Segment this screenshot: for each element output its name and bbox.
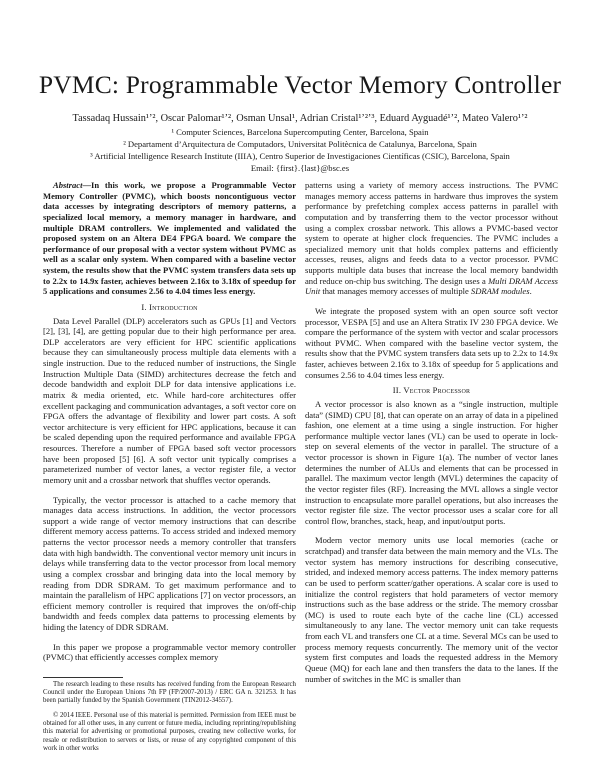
intro-continued-end: .: [529, 286, 532, 297]
intro-continued-text-2: that manages memory accesses of multiple: [320, 286, 471, 297]
sdram-modules-term: SDRAM modules: [470, 286, 530, 297]
affiliation-1: ¹ Computer Sciences, Barcelona Supercomputing Center, Barcelona, Spain: [171, 127, 429, 137]
intro-paragraph-3: In this paper we propose a programmable vector memory controller (PVMC) that efficiently accesses complex memory: [43, 641, 296, 663]
email-line: Email: {first}.{last}@bsc.es: [250, 163, 350, 173]
abstract-body: —In this work, we propose a Programmable Vector Memory Controller (PVMC), which boosts noncontiguous vector data accesses by integrating descriptors of memory patterns, a specialized local memory, a memory manager in hardware, and multiple DRAM controllers. We implemented and validated the proposed system on an Altera DE4 FPGA board. We compare the performance of our proposal with a vector system without PVMC as well as a scalar only system. When compared with a baseline vector system, the results show that the PVMC system transfers data sets up to 2.2x to 14.9x faster, achieves between 2.16x to 3.18x of speedup for 5 applications and consumes 2.56 to 4.04 times less energy.: [43, 180, 296, 297]
author-list: Tassadaq Hussain¹ʼ², Oscar Palomar¹ʼ², Osman Unsal¹, Adrian Cristal¹ʼ²ʼ³, Eduard Ayguadé¹ʼ², Mateo Valero¹ʼ²: [72, 113, 528, 124]
abstract: [43, 180, 296, 297]
section-heading-vector-processor: II. Vector Processor: [392, 385, 471, 396]
copyright-footnote: © 2014 IEEE. Personal use of this material is permitted. Permission from IEEE must be obtained for all other uses, in any current or future media, including reprinting/republishing this material for advertising or promotional purposes, creating new collective works, for resale or redistribution to servers or lists, or reuse of any copyrighted component of this work in other works: [43, 711, 296, 752]
vector-paragraph-2: Modern vector memory units use local memories (cache or scratchpad) and transfer data between the main memory and the VLs. The vector system has memory instructions for describing consecutive, strided, and indexed memory access patterns. The index memory patterns can be used to perform scatter/gather operations. A scalar core is used to initialize the control registers that hold parameters of vector memory instructions such as the base address or the stride. The memory crossbar (MC) is used to route each byte of the cache line (CL) accessed simultaneously to any lane. The vector memory unit can take requests from each VL and transfers one CL at a time. Several MCs can be used to process memory requests concurrently. The memory unit of the vector system first computes and loads the requested address in the Memory Queue (MQ) for each lane and then transfers the data to the lanes. If the number of switches in the MC is smaller than: [305, 535, 558, 684]
intro-continued-text: patterns using a variety of memory access instructions. The PVMC manages memory access patterns in hardware thus improves the system performance by prefetching complex access patterns in parallel with computation and by transferring them to the vector processor without using a complex crossbar network. This allows a PVMC-based vector system to operate at higher clock frequencies. The PVMC includes a specialized memory unit that holds complex patterns and efficiently accesses, reuses, aligns and feeds data to a vector processor. PVMC supports multiple data buses that increase the local memory bandwidth and reduce on-chip bus switching. The design uses a: [305, 180, 558, 286]
footnote-divider: [43, 677, 123, 678]
intro-paragraph-1: Data Level Parallel (DLP) accelerators such as GPUs [1] and Vectors [2], [3], [4], are getting popular due to their high performance per area. DLP accelerators are very efficient for HPC scientific applications because they can simultaneously process multiple data elements with a single instruction. Due to the reduced number of instructions, the Single Instruction Multiple Data (SIMD) architectures decrease the fetch and decode bandwidth and exploit DLP for data intensive applications i.e. matrix & media oriented, etc. While hard-core architectures offer excellent packaging and communication advantages, a soft vector core on FPGA offers the advantage of flexibility and lower part costs. A soft vector architecture is very efficient for HPC applications, because it can be scaled depending upon the required performance and available FPGA resources. Therefore a number of FPGA based soft vector processors have been proposed [5] [6]. A soft vector unit typically comprises a parameterized number of vector lanes, a vector register file, a vector memory unit and a crossbar network that shuffles vector operands.: [43, 315, 296, 485]
abstract-label: Abstract: [53, 180, 83, 190]
funding-footnote: The research leading to these results has received funding from the European Research Council under the European Unions 7th FP (FP/2007-2013) / ERC GA n. 321253. It has been partially funded by the Spanish Government (TIN2012-34557).: [43, 680, 296, 705]
intro-paragraph-2: Typically, the vector processor is attached to a cache memory that manages data access instructions. In addition, the vector processors support a wide range of vector memory instructions that can describe different memory access patterns. To access strided and indexed memory patterns the vector processor needs a memory controller that transfers data with high bandwidth. The conventional vector memory unit incurs in delays while transferring data to the vector processor from local memory using a complex crossbar and bringing data into the local memory by reading from DDR SDRAM. To get maximum performance and to maintain the parallelism of HPC applications [7] on vector processors, an efficient memory controller is required that improves the on/off-chip bandwidth and feeds complex data patterns to processing elements by hiding the latency of DDR SDRAM.: [43, 494, 296, 632]
affiliation-2: ² Departament d’Arquitectura de Computadors, Universitat Politècnica de Catalunya, Barcelona, Spain: [123, 139, 477, 149]
intro-paragraph-3-continued: [305, 180, 558, 297]
intro-paragraph-4: We integrate the proposed system with an open source soft vector processor, VESPA [5] and use an Altera Stratix IV 230 FPGA device. We compare the performance of the system with vector and scalar processors without PVMC. When compared with the baseline vector system, the results show that the PVMC system transfers data sets up to 2.2x to 14.9x faster, achieves between 2.16x to 3.18x of speedup for 5 applications and consumes 2.56 to 4.04 times less energy.: [305, 305, 558, 380]
affiliation-3: ³ Artificial Intelligence Research Institute (IIIA), Centro Superior de Investigaciones Científicas (CSIC), Barcelona, Spain: [90, 151, 510, 161]
vector-paragraph-1: A vector processor is also known as a “single instruction, multiple data” (SIMD) CPU [8], that can operate on an array of data in a pipelined fashion, one element at a time using a single instruction. For higher performance multiple vector lanes (VL) can be used to operate in lock-step on several elements of the vector in parallel. The structure of a vector processor is shown in Figure 1(a). The number of vector lanes determines the number of ALUs and elements that can be processed in parallel. The maximum vector length (MVL) determines the capacity of the vector register files (RF). Increasing the MVL allows a single vector instruction to encapsulate more parallel operations, but also increases the vector register file size. The vector processor uses a scalar core for all control flow, branches, stack, heap, and input/output ports.: [305, 398, 558, 526]
right-column: [305, 180, 558, 684]
paper-title: PVMC: Programmable Vector Memory Controller: [38, 70, 562, 99]
section-heading-introduction: I. Introduction: [141, 301, 198, 312]
multi-dram-access-unit-term: Multi DRAM Access Unit: [305, 275, 558, 297]
left-column: [43, 180, 296, 753]
